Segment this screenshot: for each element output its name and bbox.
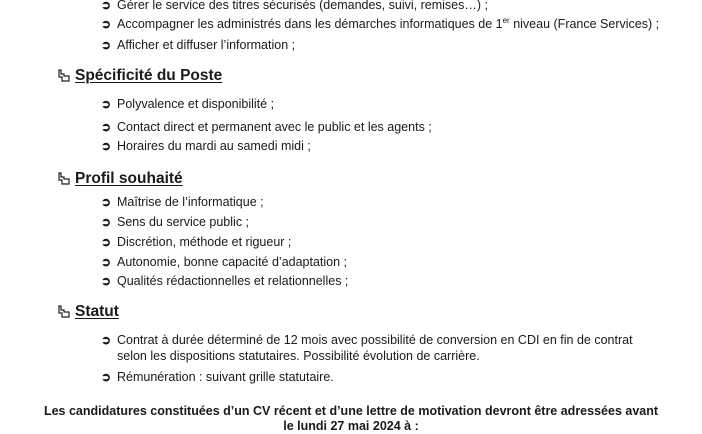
list-item-text: Qualités rédactionnelles et relationnelles ; [117,274,349,288]
list-item-text-part: Accompagner les administrés dans les démarches informatiques de 1 [117,17,503,31]
arrow-bullet-icon: ➲ [101,139,112,153]
list-item-text: Polyvalence et disponibilité ; [117,97,275,111]
section-title: Statut [75,303,119,320]
arrow-bullet-icon: ➲ [101,97,112,111]
application-deadline: le lundi 27 mai 2024 à : [283,419,419,433]
list-item-text: Contact direct et permanent avec le public et les agents ; [117,120,432,134]
arrow-bullet-icon: ➲ [101,370,112,384]
list-item-text: Horaires du mardi au samedi midi ; [117,139,311,153]
arrow-bullet-icon: ➲ [101,17,112,31]
list-item-text: Afficher et diffuser l’information ; [117,38,296,52]
list-item-text: Contrat à durée déterminé de 12 mois avec possibilité de conversion en CDI en fin de contrat selon les dispositions statutaires. Possibilité évolution de carrière. [117,333,633,363]
superscript: er [502,15,510,25]
list-item-text: Discrétion, méthode et rigueur ; [117,235,292,249]
section-title: Spécificité du Poste [75,67,223,84]
section-title: Profil souhaité [75,170,183,187]
arrow-bullet-icon: ➲ [101,215,112,229]
application-instructions-line: Les candidatures constituées d’un CV récent et d’une lettre de motivation devront être adressées avant [43,404,659,418]
list-item-text: Autonomie, bonne capacité d’adaptation ; [117,255,348,269]
list-item-text: Sens du service public ; [117,215,250,229]
hand-pointer-icon [57,305,71,319]
arrow-bullet-icon: ➲ [101,38,112,52]
hand-pointer-icon [57,172,71,186]
arrow-bullet-icon: ➲ [101,255,112,269]
list-item-text: Rémunération : suivant grille statutaire. [117,370,334,384]
list-item-text: Maîtrise de l’informatique ; [117,195,264,209]
list-item-text-part: niveau (France Services) ; [509,17,660,31]
list-item-text: Gérer le service des titres sécurisés (demandes, suivi, remises…) ; [117,0,488,12]
arrow-bullet-icon: ➲ [101,274,112,288]
application-instructions [40,404,662,434]
arrow-bullet-icon: ➲ [101,235,112,249]
arrow-bullet-icon: ➲ [101,120,112,134]
arrow-bullet-icon: ➲ [101,333,112,347]
arrow-bullet-icon: ➲ [101,195,112,209]
arrow-bullet-icon: ➲ [101,0,112,12]
hand-pointer-icon [57,69,71,83]
list-item-text [117,16,659,32]
